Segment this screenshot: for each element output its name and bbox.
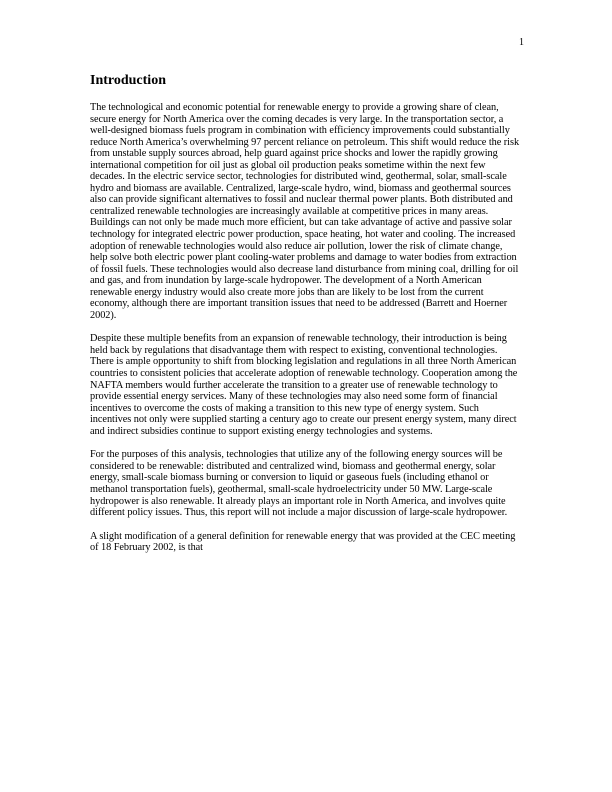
document-body [90, 73, 522, 566]
section-heading: Introduction [90, 73, 166, 88]
page-number: 1 [519, 37, 524, 48]
paragraph-4: A slight modification of a general definition for renewable energy that was provided at the CEC meeting of 18 February 2002, is that [90, 530, 516, 554]
paragraph-3: For the purposes of this analysis, technologies that utilize any of the following energy sources will be considered to be renewable: distributed and centralized wind, biomass and geothermal energy, solar energy, small-scale biomass burning or conversion to liquid or gaseous fuels (including ethanol or methanol transportation fuels), geothermal, small-scale hydroelectricity under 50 MW. Large-scale hydropower is also renewable. It already plays an important role in North America, and involves quite different policy issues. Thus, this report will not include a major discussion of large-scale hydropower. [90, 449, 508, 519]
paragraph-2: Despite these multiple benefits from an expansion of renewable technology, their introduction is being held back by regulations that disadvantage them with respect to existing, conventional technologies. There is ample opportunity to shift from blocking legislation and regulations in all three North American countries to consistent policies that accelerate adoption of renewable technology. Cooperation among the NAFTA members would further accelerate the transition to a greater use of renewable technology to provide essential energy services. Many of these technologies may also need some form of financial incentives to overcome the costs of making a transition to this new type of energy system. Such incentives not only were supplied starting a century ago to create our present energy system, many direct and indirect subsidies continue to support existing energy technologies and systems. [90, 333, 518, 437]
paragraph-1: The technological and economic potential for renewable energy to provide a growing share of clean, secure energy for North America over the coming decades is very large. In the transportation sector, a well-designed biomass fuels program in combination with efficiency improvements could substantially reduce North America’s overwhelming 97 percent reliance on petroleum. This shift would reduce the risk from unstable supply sources abroad, help guard against price shocks and lower the rapidly growing international competition for oil just as global oil production peaks sometime within the next few decades. In the electric service sector, technologies for distributed wind, geothermal, solar, small-scale hydro and biomass are available. Centralized, large-scale hydro, wind, biomass and geothermal sources also can provide significant alternatives to fossil and nuclear thermal power plants. Both distributed and centralized renewable technologies are increasingly available at competitive prices in many areas. Buildings can not only be made much more efficient, but can take advantage of active and passive solar technology for integrated electric power production, space heating, hot water and cooling. The increased adoption of renewable technologies would also reduce air pollution, lower the risk of climate change, help solve both electric power plant cooling-water problems and damage to water bodies from extraction of fossil fuels. These technologies would also decrease land disturbance from mining coal, drilling for oil and gas, and from inundation by large-scale hydropower. The development of a North American renewable energy industry would also create more jobs than are likely to be lost from the current economy, although there are important transition issues that need to be addressed (Barrett and Hoerner 2002). [90, 102, 520, 321]
